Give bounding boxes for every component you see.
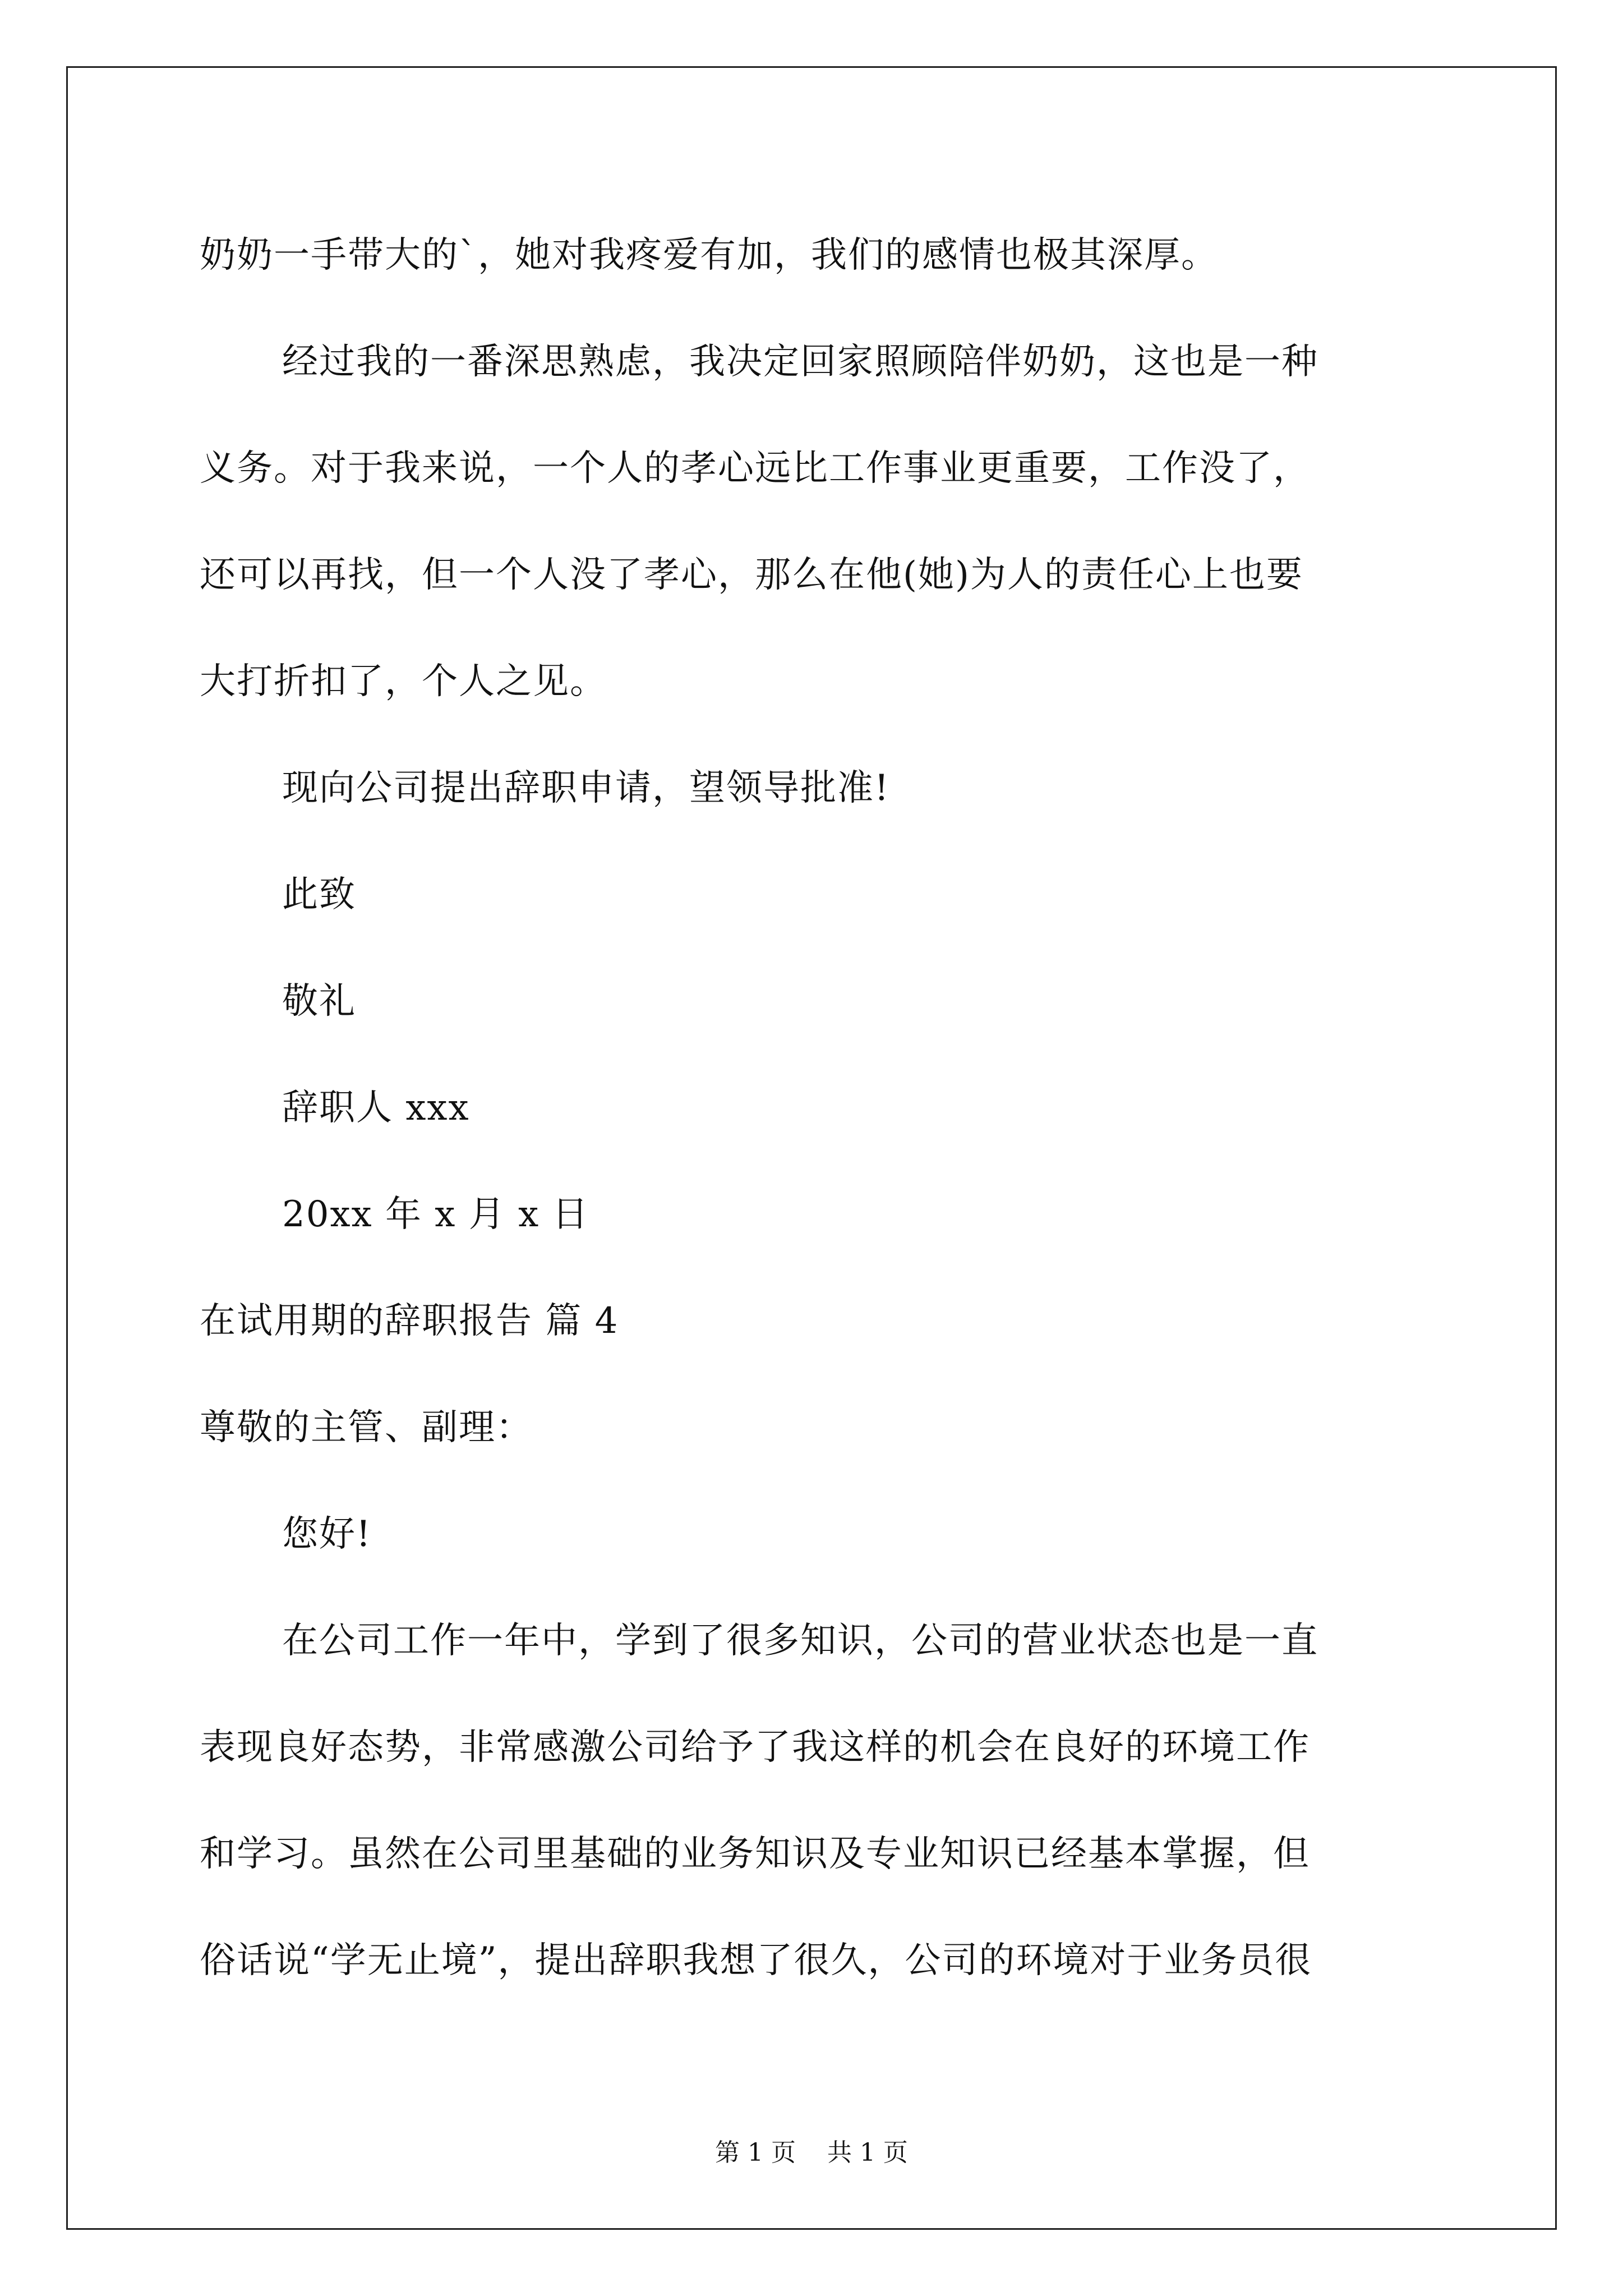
paragraph-line: 在公司工作一年中，学到了很多知识，公司的营业状态也是一直	[282, 1620, 1318, 1662]
section-title: 在试用期的辞职报告 篇 4	[200, 1300, 619, 1342]
paragraph-line: 经过我的一番深思熟虑，我决定回家照顾陪伴奶奶，这也是一种	[282, 341, 1318, 383]
paragraph-line: 表现良好态势，非常感激公司给予了我这样的机会在良好的环境工作	[200, 1727, 1310, 1768]
paragraph-line: 俗话说“学无止境”，提出辞职我想了很久，公司的环境对于业务员很	[200, 1940, 1312, 1981]
page-number: 第 1 页 共 1 页	[715, 2138, 908, 2167]
paragraph-line: 奶奶一手带大的`，她对我疼爱有加，我们的感情也极其深厚。	[200, 234, 1218, 276]
paragraph-line: 现向公司提出辞职申请，望领导批准!	[282, 767, 890, 809]
paragraph-line: 义务。对于我来说，一个人的孝心远比工作事业更重要，工作没了，	[200, 448, 1310, 489]
paragraph-line: 和学习。虽然在公司里基础的业务知识及专业知识已经基本掌握，但	[200, 1833, 1310, 1875]
signature-line: 辞职人 xxx	[282, 1087, 470, 1129]
greeting-recipient: 尊敬的主管、副理：	[200, 1407, 533, 1448]
closing-regards: 敬礼	[282, 981, 356, 1022]
greeting: 您好!	[282, 1513, 372, 1555]
closing-salutation: 此致	[282, 874, 356, 915]
paragraph-line: 还可以再找，但一个人没了孝心，那么在他(她)为人的责任心上也要	[200, 554, 1303, 596]
paragraph-line: 大打折扣了，个人之见。	[200, 661, 607, 702]
date-line: 20xx 年 x 月 x 日	[282, 1194, 589, 1235]
page-border	[66, 66, 1557, 2230]
